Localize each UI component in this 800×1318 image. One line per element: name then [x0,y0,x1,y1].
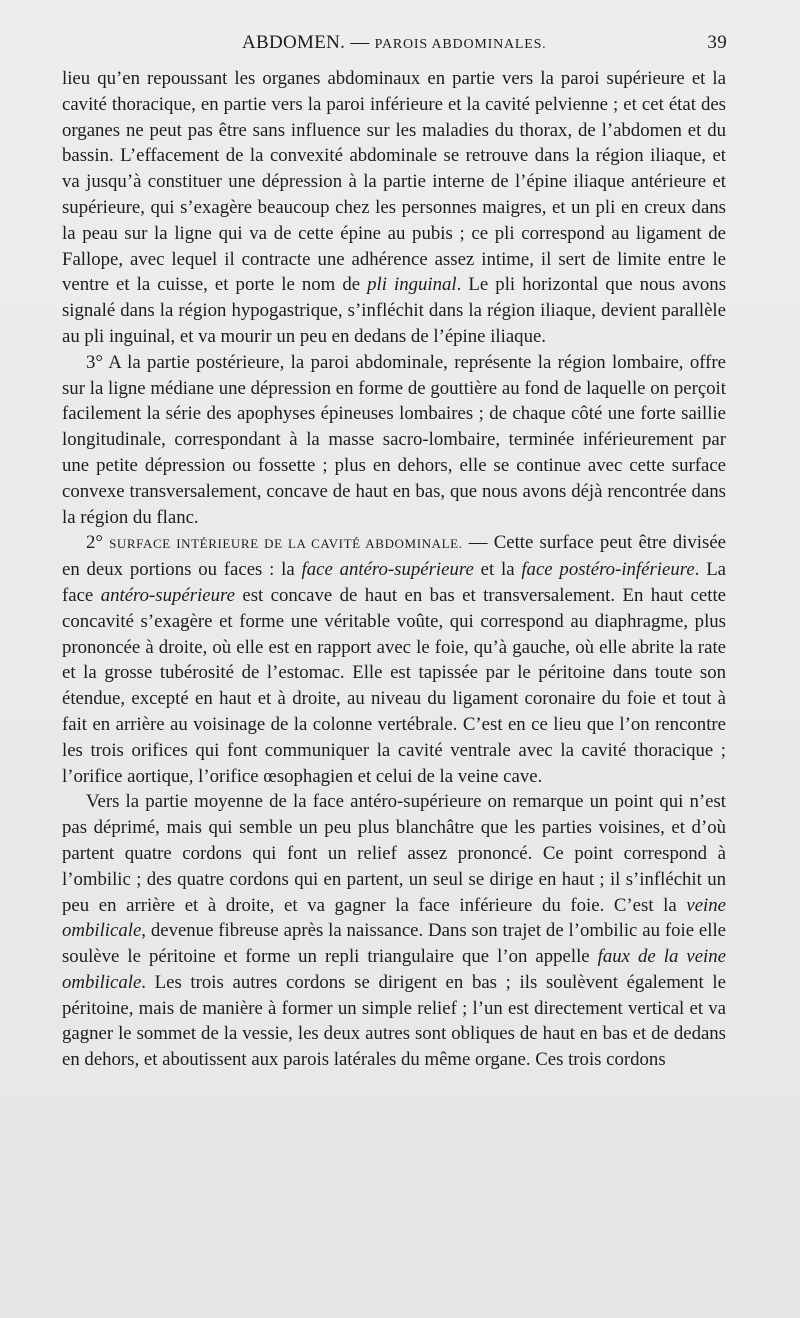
text-run: . Les trois autres cordons se dirigent en bas ; ils soulèvent également le péritoine, mais de manière à former un simple relief ; l’un est directement vertical et va gagner le sommet de la vessie, les deux autres sont obliques de haut en bas et de dedans en dehors, et aboutissent aux parois latérales du même organe. Ces trois cordons [62,971,726,1071]
paragraph [62,530,726,789]
paragraph [62,66,726,350]
paragraph [62,350,726,531]
header-title [242,32,546,54]
text-run: . Le pli horizontal que nous avons signalé dans la région hypogastrique, s’infléchit dans la région iliaque, devient parallèle au pli inguinal, et va mourir un peu en dedans de l’épine iliaque. [62,274,727,347]
italic-term: faux de la veine ombilicale [62,946,726,993]
text-run: , devenue fibreuse après la naissance. Dans son trajet de l’ombilic au foie elle soulève le péritoine et forme un repli triangulaire que l’on appelle [62,920,726,968]
header-subtitle: PAROIS ABDOMINALES. [374,37,547,52]
italic-term: antéro-supérieure [100,584,235,606]
text-run: . La face [62,559,727,606]
text-run: — Cette surface peut être divisée en deux portions ou faces : la [62,532,726,581]
text-run: est concave de haut en bas et transversalement. En haut cette concavité s’exagère et forme une véritable voûte, qui correspond au diaphragme, plus prononcée à droite, où elle est en rapport avec le foie, qu’à gauche, où elle abrite la rate et la grosse tubérosité de l’estomac. Elle est tapissée par le péritoine dans toute son étendue, excepté en haut et à droite, au niveau du ligament coronaire du foie et tout à fait en arrière au voisinage de la colonne vertébrale. C’est en ce lieu que l’on rencontre les trois orifices qui font communiquer la cavité ventrale avec la cavité thoracique ; l’orifice aortique, l’orifice œsophagien et celui de la veine cave. [62,584,726,787]
text-run: 2° [86,532,110,554]
italic-term: face antéro-supérieure [301,559,474,581]
page-number: 39 [707,32,727,53]
text-run: et la [473,559,522,581]
text-run: 3° A la partie postérieure, la paroi abdominale, représente la région lombaire, offre sur la ligne médiane une dépression en forme de gouttière au fond de laquelle on perçoit facilement la série des apophyses épineuses lombaires ; de chaque côté une forte saillie longitudinale, correspondant à la masse sacro-lombaire, terminée inférieurement par une petite dépression ou fossette ; plus en dehors, elle se continue avec cette surface convexe transversalement, concave de haut en bas, que nous avons déjà rencontrée dans la région du flanc. [62,351,726,528]
section-heading: SURFACE INTÉRIEURE DE LA CAVITÉ ABDOMINALE. [109,536,463,552]
text-run: lieu qu’en repoussant les organes abdominaux en partie vers la paroi supérieure et la cavité thoracique, en partie vers la paroi inférieure et la cavité pelvienne ; et cet état des organes ne peut pas être sans influence sur les maladies du thorax, de l’abdomen et du bassin. L’effacement de la convexité abdominale se retrouve dans la région iliaque, et va jusqu’à constituer une dépression à la partie interne de l’épine iliaque antérieure et supérieure, qui s’exagère beaucoup chez les personnes maigres, et un pli en creux dans la peau sur la ligne qui va de cette épine au pubis ; ce pli correspond au ligament de Fallope, avec lequel il contracte une adhérence assez intime, il sert de limite entre le ventre et la cuisse, et porte le nom de [62,68,726,296]
text-run: Vers la partie moyenne de la face antéro-supérieure on remarque un point qui n’est pas déprimé, mais qui semble un peu plus blanchâtre que les parties voisines, et d’où partent quatre cordons qui font un relief assez prononcé. Ce point correspond à l’ombilic ; des quatre cordons qui en partent, un seul se dirige en haut ; il s’infléchit un peu en arrière et à droite, et va gagner la face inférieure du foie. C’est la [62,791,726,916]
paragraph [62,789,726,1073]
running-header [62,32,727,60]
italic-term: face postéro-inférieure [521,559,695,581]
italic-term: veine ombilicale [62,894,726,942]
header-title-main: ABDOMEN. [242,32,346,53]
body-text [62,66,726,1073]
header-dash: — [350,32,370,53]
italic-term: pli inguinal [367,274,457,296]
